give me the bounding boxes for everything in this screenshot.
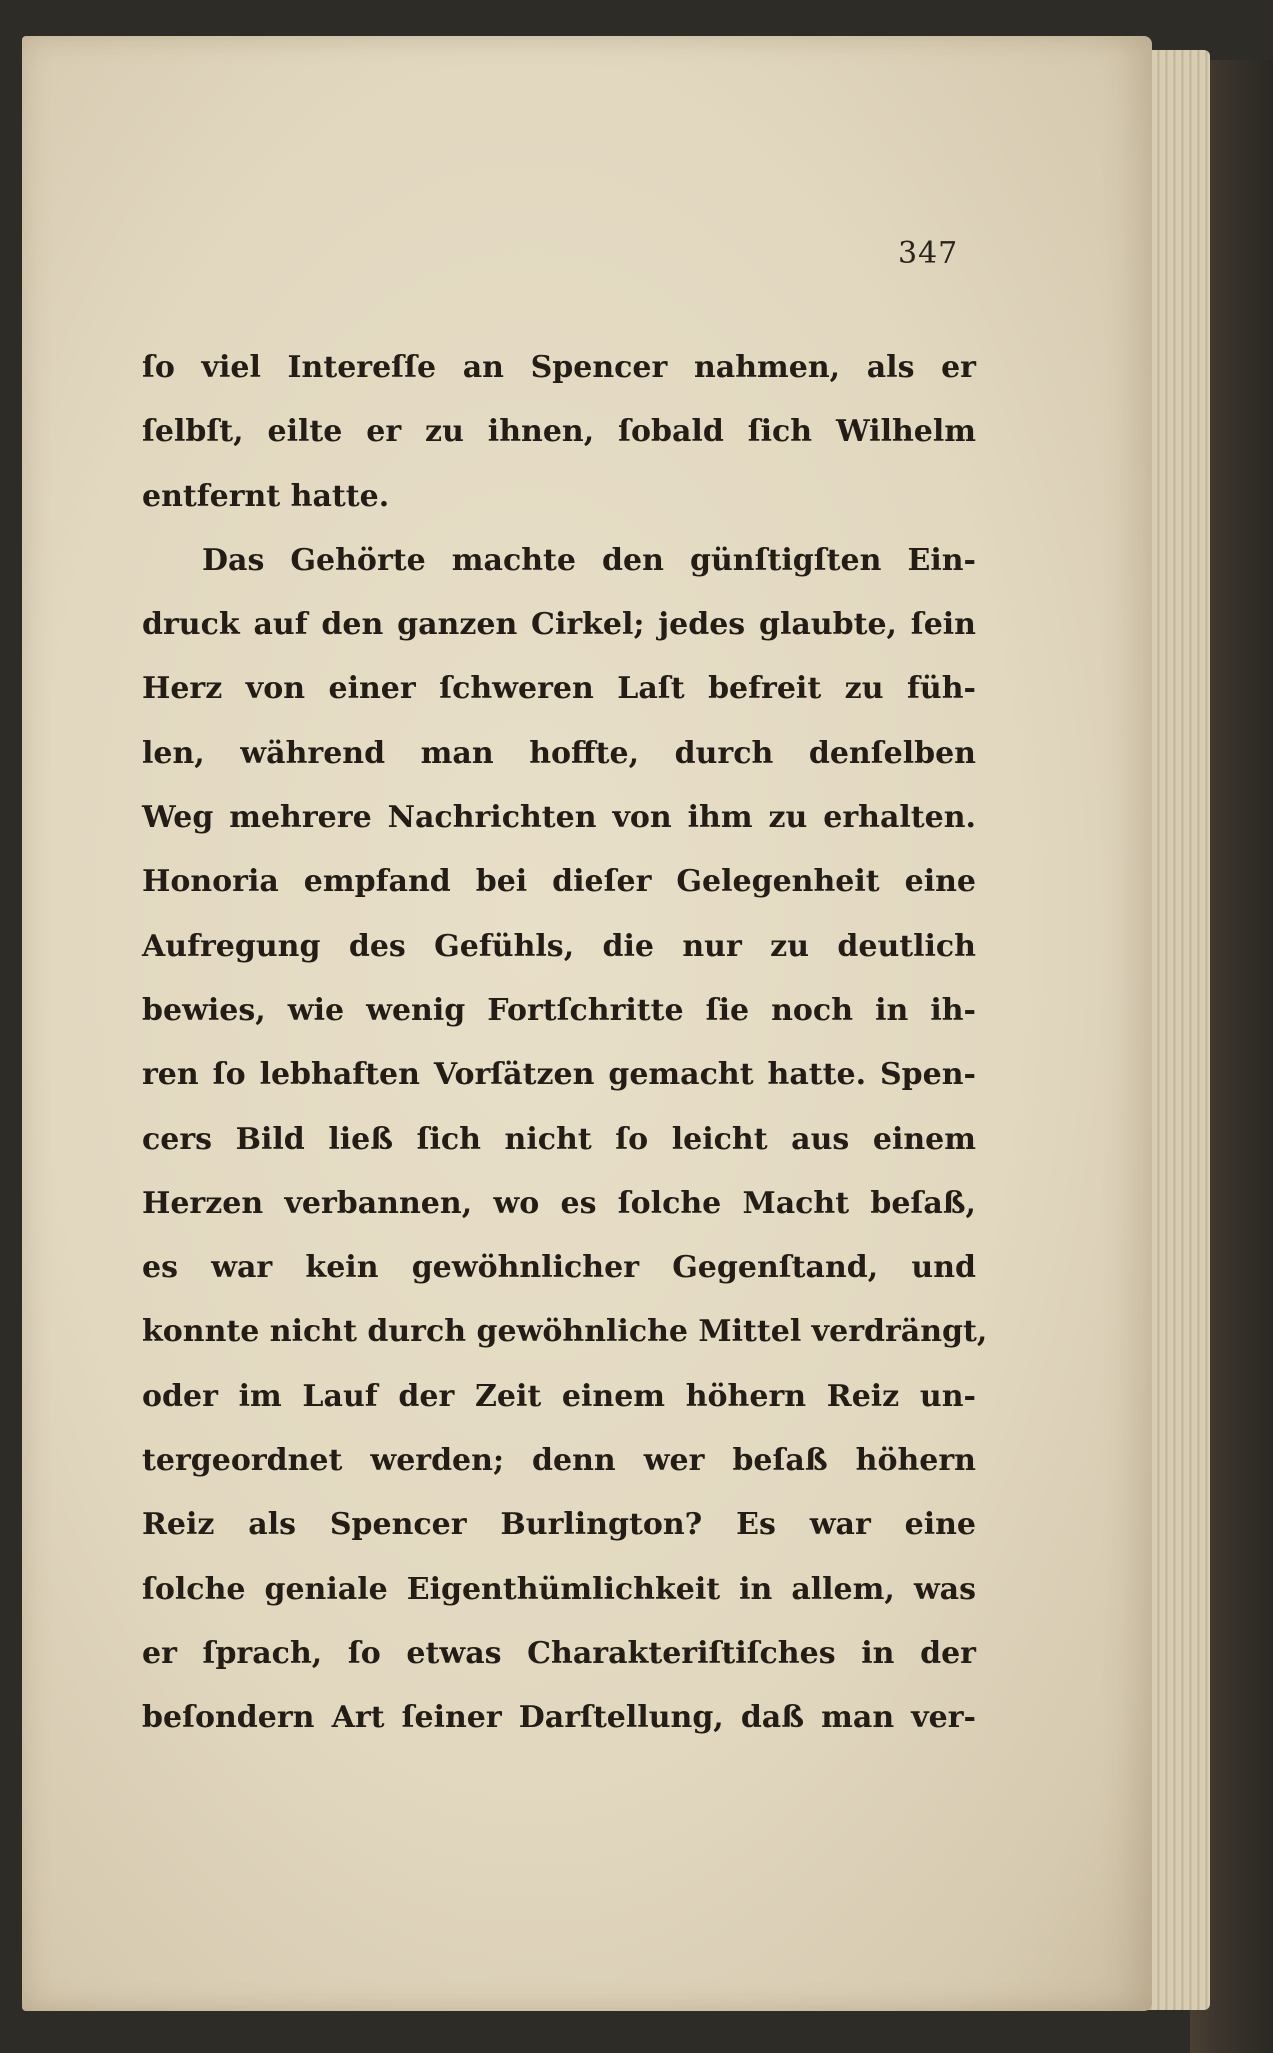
text-line: bewies, wie wenig Fortſchritte ſie noch in ih- [142,992,976,1028]
text-line: Reiz als Spencer Burlington? Es war eine [142,1507,976,1543]
text-line: er ſprach, ſo etwas Charakteriſtiſches in der [142,1635,976,1671]
text-line: Herz von einer ſchweren Laſt befreit zu füh- [142,671,976,707]
text-line: cers Bild ließ ſich nicht ſo leicht aus einem [142,1121,976,1157]
text-line: ſo viel Intereſſe an Spencer nahmen, als er [142,350,976,385]
text-line: tergeordnet werden; denn wer beſaß höhern [142,1443,976,1479]
text-line: ren ſo lebhaften Vorſätzen gemacht hatte. Spen- [142,1057,976,1093]
body-text [142,336,988,1751]
text-line: oder im Lauf der Zeit einem höhern Reiz un- [142,1378,976,1414]
text-line: Honoria empfand bei dieſer Gelegenheit eine [142,864,976,900]
text-line: beſondern Art ſeiner Darſtellung, daß man ver- [142,1700,976,1736]
text-line: konnte nicht durch gewöhnliche Mittel verdrängt, [142,1314,988,1350]
text-line: Aufregung des Gefühls, die nur zu deutlich [142,928,976,964]
text-line: entfernt hatte. [142,478,390,514]
text-line: es war kein gewöhnlicher Gegenſtand, und [142,1250,976,1286]
text-line: Herzen verbannen, wo es ſolche Macht beſaß, [142,1185,976,1221]
text-line: ſelbſt, eilte er zu ihnen, ſobald ſich Wilhelm [142,414,976,450]
page-number: 347 [898,236,959,271]
book-page [22,36,1152,2011]
text-line: Das Gehörte machte den günſtigſten Ein- [202,542,976,578]
text-line: druck auf den ganzen Cirkel; jedes glaubte, ſein [142,607,976,643]
text-line: ſolche geniale Eigenthümlichkeit in allem, was [142,1571,976,1607]
text-line: len, während man hoffte, durch denſelben [142,735,976,771]
text-line: Weg mehrere Nachrichten von ihm zu erhalten. [142,800,976,836]
